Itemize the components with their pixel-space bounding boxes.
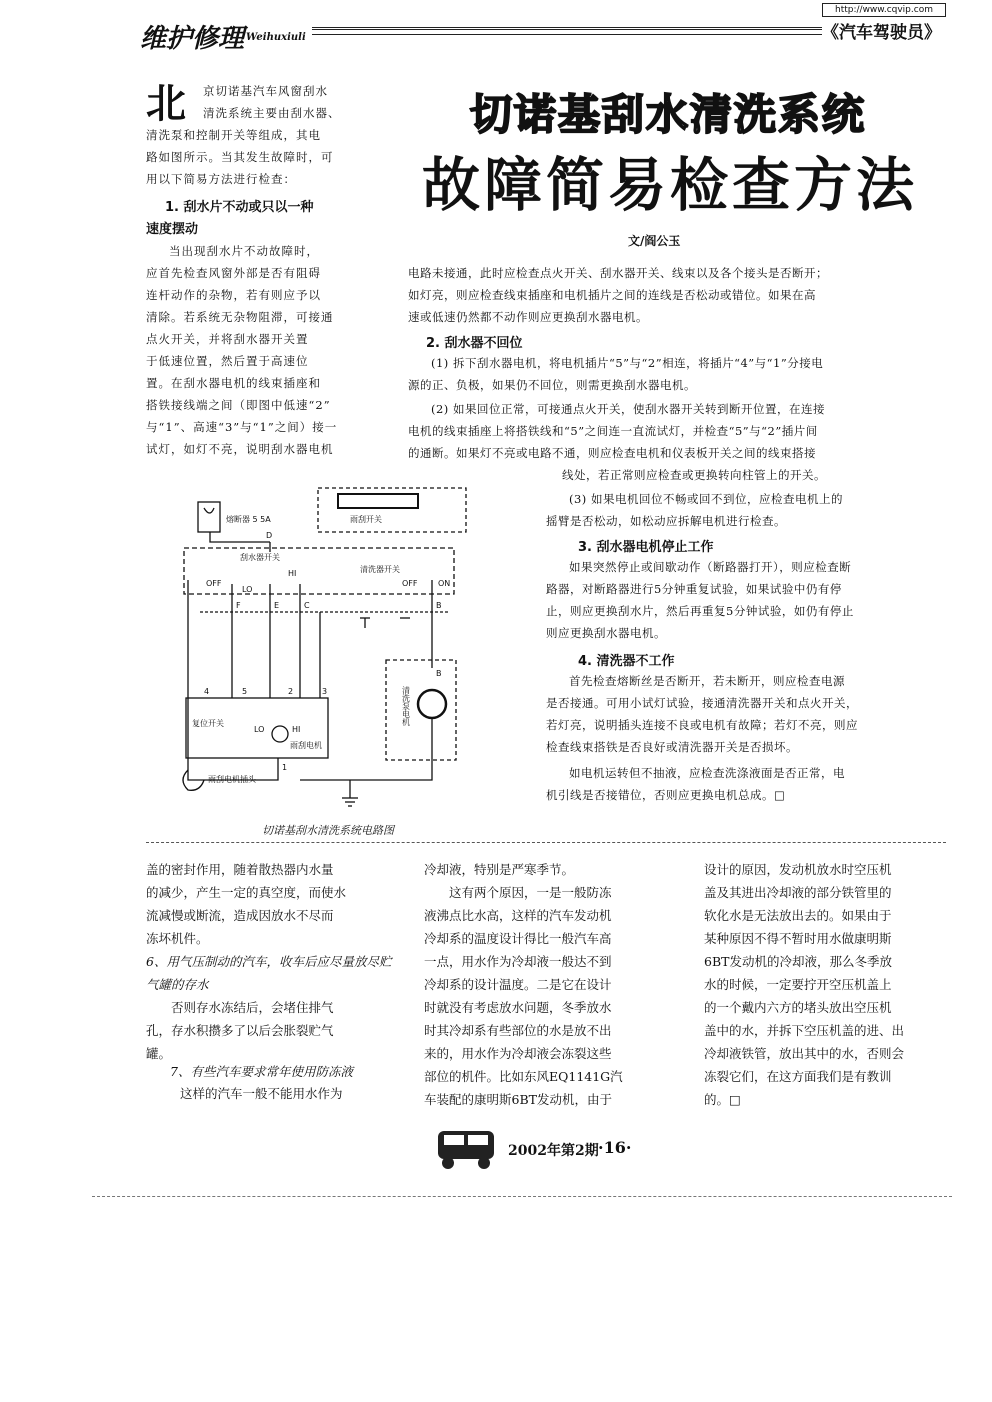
lower-line: 6BT发动机的冷却液，那么冬季放 [704,954,892,969]
node-f: F [236,601,241,610]
lower-col3 [704,858,956,1111]
section4-p2-line: 如电机运转但不抽液，应检查洗涤液面是否正常，电 [569,766,845,780]
lower-col1-h7: 7、有些汽车要求常年使用防冻液 [170,1064,353,1079]
off-label-2: OFF [402,579,418,588]
bottom-rule [92,1196,952,1197]
section2-p2-line: 电机的线束插座上将搭铁线和“5”之间连一直流试灯，并检查“5”与“2”插片间 [408,424,818,438]
lower-line: 否则存水冻结后，会堵住排气 [171,1000,334,1015]
section3-line: 则应更换刮水器电机。 [546,626,666,640]
lower-line: 孔，存水积攒多了以后会胀裂贮气 [146,1023,334,1038]
lower-line: 冻坏机件。 [146,931,209,946]
node-c: C [304,601,310,610]
section3-body [546,556,946,644]
pump-motor-label: 清洗泵电机 [401,686,411,726]
header-rule [312,27,822,30]
node-e: E [274,601,280,610]
section1-line: 当出现刮水片不动故障时， [169,244,319,258]
lower-line: 的一个戴内六方的堵头放出空压机 [704,1000,892,1015]
hi-label: HI [288,569,297,578]
page-number-value: 16 [603,1138,626,1157]
lower-col1-h6: 6、用气压制动的汽车，收车后应尽量放尽贮气罐的存水 [146,954,392,992]
motor-plug-label: 雨刮电机插头 [208,775,256,784]
circuit-diagram [170,480,480,810]
intro-line: 清洗系统主要由刮水器、 [203,106,341,120]
section4-p2-line: 机引线是否接错位，否则应更换电机总成。□ [546,788,786,802]
section1-line: 试灯，如灯不亮，说明刮水器电机 [146,442,334,456]
pin-5: 5 [242,687,248,696]
section1-body [146,240,386,460]
pin-2: 2 [288,687,294,696]
section2-title: 2. 刮水器不回位 [426,336,523,351]
lower-line: 部位的机件。比如东风EQ1141G汽 [424,1069,623,1084]
intro-line: 清洗泵和控制开关等组成，其电 [146,128,321,142]
intro-text [146,102,386,190]
section2-p1-line: (1) 拆下刮水器电机，将电机插片“5”与“2”相连，将插片“4”与“1”分接电 [431,356,824,370]
lower-line: 盖及其进出冷却液的部分铁管里的 [704,885,892,900]
lower-line: 来的，用水作为冷却液会冻裂这些 [424,1046,612,1061]
diagram-caption: 切诺基刮水清洗系统电路图 [262,824,394,837]
on-label: ON [438,579,451,588]
section4-line: 首先检查熔断丝是否断开，若未断开，则应检查电源 [569,674,845,688]
combo-switch-label: 雨刮开关 [350,515,382,524]
lo-label: LO [242,585,253,594]
section4-line: 若灯亮，说明插头连接不良或电机有故障；若灯不亮，则应 [546,718,858,732]
section2-p3-line: 摇臂是否松动，如松动应拆解电机进行检查。 [546,514,786,528]
lower-line: 这有两个原因，一是一般防冻 [449,885,612,900]
lower-line: 冷却系的设计温度。二是它在设计 [424,977,612,992]
pin-1: 1 [282,763,288,772]
lower-line: 冻裂它们，在这方面我们是有教训 [704,1069,892,1084]
section3-line: 止，则应更换刮水片，然后再重复5分钟试验，如仍有停止 [546,604,854,618]
section1-line: 与“1”、高速“3”与“1”之间）接一 [146,420,338,434]
node-b-2: B [436,669,442,678]
header-rule-2 [312,34,822,35]
section1-line: 应首先检查风窗外部是否有阻碍 [146,266,321,280]
lower-line: 冷却系的温度设计得比一般汽车高 [424,931,612,946]
section-title: 维护修理 [140,24,245,54]
lower-col1-b [146,996,396,1065]
section-pinyin: Weihuxiuli [246,32,306,43]
right-line: 如灯亮，则应检查线束插座和电机插片之间的连线是否松动或错位。如果在高 [408,288,816,302]
section4-title: 4. 清洗器不工作 [578,654,675,669]
lower-line: 的减少，产生一定的真空度，而使水 [146,885,347,900]
section1-title: 1. 刮水片不动或只以一种 [165,200,314,215]
hi-label-2: HI [292,725,301,734]
section1-line: 连杆动作的杂物，若有则应予以 [146,288,321,302]
section2-p2-line: 的通断。如果灯不亮或电路不通，则应检查电机和仪表板开关之间的线束搭接 [408,446,816,460]
lower-line: 流减慢或断流，造成因放水不尽而 [146,908,334,923]
section1-title-cont: 速度摆动 [146,222,199,237]
issue-label: 2002年第2期 [508,1143,599,1159]
lower-line: 水的时候，一定要拧开空压机盖上 [704,977,892,992]
section1-line: 搭铁接线端之间（即图中低速“2” [146,398,331,412]
right-line: 电路未接通，此时应检查点火开关、刮水器开关、线束以及各个接头是否断开； [408,266,828,280]
lower-line: 设计的原因，发动机放水时空压机 [704,862,892,877]
fuse-label: 熔断器 5 5A [226,515,271,524]
lo-label-2: LO [254,725,265,734]
pin-4: 4 [204,687,210,696]
source-url[interactable]: http://www.cqvip.com [822,3,946,17]
lower-line: 冷却液，特别是严寒季节。 [424,862,575,877]
intro-line: 用以下简易方法进行检查： [146,172,296,186]
article-title-line1: 切诺基刮水清洗系统 [469,90,866,139]
section4-line: 检查线束搭铁是否良好或清洗器开关是否损坏。 [546,740,798,754]
byline: 文/阎公玉 [628,234,681,248]
wiper-switch-label: 刮水器开关 [240,553,280,562]
section2-p3-line: (3) 如果电机回位不畅或回不到位，应检查电机上的 [569,492,843,506]
intro-line: 路如图所示。当其发生故障时，可 [146,150,334,164]
section2-p1 [408,352,948,396]
off-label: OFF [206,579,222,588]
section1-line: 置。在刮水器电机的线束插座和 [146,376,321,390]
lower-line: 罐。 [146,1046,172,1061]
article-title-line2: 故障简易检查方法 [421,151,918,219]
section3-line: 如果突然停止或间歇动作（断路器打开），则应检查断 [569,560,852,574]
motor-label: 雨刮电机 [290,741,322,750]
lower-col1-a [146,858,396,950]
section1-line: 于低速位置，然后置于高速位 [146,354,309,368]
section1-line: 清除。若系统无杂物阻滞，可接通 [146,310,334,324]
park-switch-label: 复位开关 [192,719,224,728]
lower-line: 某种原因不得不暂时用水做康明斯 [704,931,892,946]
section2-p3 [546,488,946,532]
pin-3: 3 [322,687,328,696]
lower-line: 时其冷却系有些部位的水是放不出 [424,1023,612,1038]
right-line: 速或低速仍然都不动作则应更换刮水器电机。 [408,310,648,324]
section1-line: 点火开关，并将刮水器开关置 [146,332,309,346]
truck-logo [432,1125,500,1171]
magazine-name: 《汽车驾驶员》 [822,23,941,43]
page-number: ·16· [598,1138,632,1157]
lower-line: 冷却液铁管，放出其中的水，否则会 [704,1046,905,1061]
mid-rule [146,842,946,843]
lower-line: 车装配的康明斯6BT发动机，由于 [424,1092,612,1107]
lower-line: 时就没有考虑放水问题，冬季放水 [424,1000,612,1015]
section4-line: 是否接通。可用小试灯试验，接通清洗器开关和点火开关， [546,696,858,710]
node-b: B [436,601,442,610]
section4-p2 [546,762,946,806]
lower-col1-c: 这样的汽车一般不能用水作为 [180,1086,343,1101]
washer-switch-label: 清洗器开关 [360,565,400,574]
section2-p2 [408,398,948,464]
intro-first: 京切诺基汽车风窗刮水 [203,84,328,98]
drop-cap: 北 [146,81,186,127]
section2-p1-line: 源的正、负极，如果仍不回位，则需更换刮水器电机。 [408,378,696,392]
section3-title: 3. 刮水器电机停止工作 [578,540,714,555]
section2-p2-line: (2) 如果回位正常，可接通点火开关，使刮水器开关转到断开位置，在连接 [431,402,825,416]
lower-line: 软化水是无法放出去的。如果由于 [704,908,892,923]
lower-line: 一点，用水作为冷却液一般达不到 [424,954,612,969]
section3-line: 路器，对断路器进行5分钟重复试验，如果试验中仍有停 [546,582,842,596]
lower-line: 盖的密封作用，随着散热器内水量 [146,862,334,877]
right-body [408,262,948,328]
lower-line: 的。□ [704,1092,741,1107]
node-d: D [266,531,273,540]
section4-body [546,670,946,758]
lower-col2 [424,858,684,1111]
lower-line: 盖中的水，并拆下空压机盖的进、出 [704,1023,905,1038]
lower-line: 液沸点比水高，这样的汽车发动机 [424,908,612,923]
section2-p2-tail: 线处，若正常则应检查或更换转向柱管上的开关。 [562,468,826,482]
